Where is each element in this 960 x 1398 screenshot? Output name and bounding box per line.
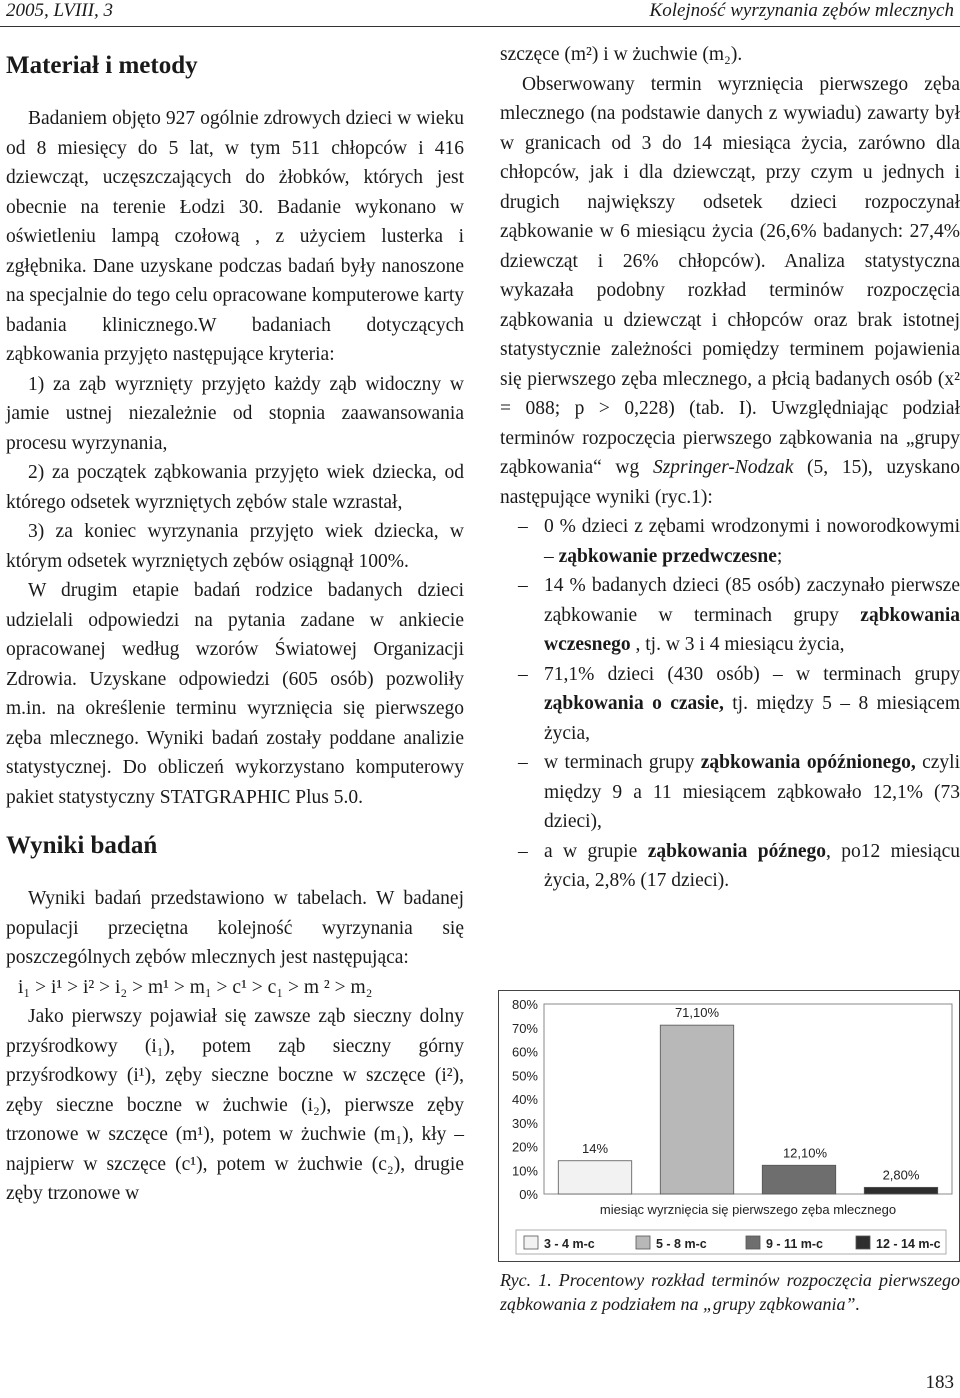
bar xyxy=(660,1025,733,1194)
data-label: 2,80% xyxy=(882,1167,920,1183)
paragraph-text: Obserwowany termin wyrznięcia pierwszego zęba mlecznego (na podstawie danych z wywiadu) zawarty był w granicach od 3 do 14 miesiąca życia, zarówno dla chłopców, jak i dla dziewcząt, przy czym u jednych i drugich największy odsetek dzieci rozpoczynał ząbkowanie w 6 miesiącu życia (26,6% badanych: 27,4% dziewcząt i 26% chłopców). Analiza statystyczna wykazała podobny rozkład terminów rozpoczęcia ząbkowania u dziewcząt i chłopców oraz brak istotnej statystycznie zależności pomiędzy terminem pojawienia się pierwszego zęba mlecznego, a płcią badanych osób (x² = 088; p > 0,228) (tab. I). Uwzględniając podział terminów rozpoczęcia pierwszego ząbkowania na „grupy ząbkowania“ wg xyxy=(500,73,960,478)
paragraph: W drugim etapie badań rodzice badanych dzieci udzielali odpowiedzi na pytania zadane w ankiecie opracowanej według wzorów Światowej Organizacji Zdrowia. Uzyskane odpowiedzi (605 osób) pozwoliły m.in. na określenie terminu wyrznięcia się pierwszego zęba mlecznego. Wyniki badań zostały poddane analizie statystycznej. Do obliczeń wykorzystano komputerowy pakiet statystyczny STATGRAPHIC Plus 5.0. xyxy=(6,580,464,808)
data-label: 14% xyxy=(581,1140,609,1156)
legend-swatch xyxy=(636,1236,650,1249)
list-item: – w terminach grupy ząbkowania opóźnionego, czyli między 9 a 11 miesiącem ząbkowało 12,1% (73 dzieci), xyxy=(518,752,960,832)
y-tick-label: 80% xyxy=(511,997,538,1012)
y-tick-label: 60% xyxy=(511,1044,538,1060)
paragraph: Jako pierwszy pojawiał się zawsze ząb sieczny dolny przyśrodkowy (i₁), potem ząb sieczny górny przyśrodkowy (i¹), zęby sieczne boczne w szczęce (i²), zęby sieczne boczne w żuchwie (i₂), pierwsze zęby trzonowe w szczęce (m¹), potem w żuchwie (m₁), kły – najpierw w szczęce (c¹), potem w żuchwie (c₂), drugie zęby trzonowe w xyxy=(6,1006,464,1204)
paragraph: szczęce (m²) i w żuchwie (m₂). xyxy=(500,44,743,65)
figure-chart xyxy=(498,990,960,1262)
list-item: – 71,1% dzieci (430 osób) – w terminach grupy ząbkowania o czasie, tj. między 5 – 8 miesiącem życia, xyxy=(518,663,960,744)
legend-swatch xyxy=(856,1236,870,1249)
page-header xyxy=(0,0,960,26)
page-number: 183 xyxy=(925,1372,954,1393)
eruption-order-formula: i₁ > i¹ > i² > i₂ > m¹ > m₁ > c¹ > c₁ > m ² > m₂ xyxy=(18,976,373,998)
legend-swatch xyxy=(746,1236,760,1249)
section-title-methods: Materiał i metody xyxy=(6,52,198,79)
list-item: – 14 % badanych dzieci (85 osób) zaczynało pierwsze ząbkowanie w terminach grupy ząbkowania wczesnego , tj. w 3 i 4 miesiącu życia, xyxy=(518,575,960,655)
legend-label: 5 - 8 m-c xyxy=(656,1237,707,1251)
y-tick-label: 30% xyxy=(511,1115,538,1131)
results-list xyxy=(500,512,960,896)
journal-issue: 2005, LVIII, 3 xyxy=(6,0,113,21)
paragraph: Wyniki badań przedstawiono w tabelach. W badanej populacji przeciętna kolejność wyrzynania się poszczególnych zębów mlecznych jest następująca: xyxy=(6,888,464,968)
bar-chart xyxy=(498,990,960,1262)
legend-label: 3 - 4 m-c xyxy=(544,1237,595,1251)
header-rule xyxy=(0,26,960,27)
data-label: 71,10% xyxy=(674,1005,720,1021)
y-tick-label: 20% xyxy=(511,1139,538,1155)
legend-swatch xyxy=(524,1236,538,1249)
legend-label: 9 - 11 m-c xyxy=(766,1237,823,1251)
author-name: Szpringer-Nodzak xyxy=(652,457,794,478)
y-tick-label: 50% xyxy=(511,1068,538,1084)
bar xyxy=(558,1161,631,1194)
y-tick-label: 40% xyxy=(511,1092,538,1107)
paragraph xyxy=(500,70,960,513)
data-label: 12,10% xyxy=(782,1145,828,1161)
y-tick-label: 10% xyxy=(511,1163,538,1179)
left-column xyxy=(6,40,464,1209)
y-tick-label: 0% xyxy=(519,1187,538,1202)
bar xyxy=(864,1187,937,1194)
paragraph: 2) za początek ząbkowania przyjęto wiek dziecka, od którego odsetek wyrzniętych zębów stale wzrastał, xyxy=(6,462,464,513)
right-column xyxy=(500,40,960,896)
paragraph-text: (5, 15), uzyskano następujące wyniki (ryc.1): xyxy=(500,457,960,508)
list-item: – 0 % dzieci z zębami wrodzonymi i noworodkowymi – ząbkowanie przedwczesne; xyxy=(518,516,960,567)
figure-caption: Ryc. 1. Procentowy rozkład terminów rozpoczęcia pierwszego ząbkowania z podziałem na „grupy ząbkowania”. xyxy=(500,1270,960,1314)
section-title-results: Wyniki badań xyxy=(6,832,158,859)
paragraph: Badaniem objęto 927 ogólnie zdrowych dzieci w wieku od 8 miesięcy do 5 lat, w tym 511 chłopców i 416 dziewcząt, uczęszczających do żłobków, których jest obecnie na terenie Łodzi 30. Badanie wykonano w oświetleniu lampą czołową , z użyciem lusterka i zgłębnika. Dane uzyskane podczas badań były nanoszone na specjalnie do tego celu opracowane komputerowe karty badania klinicznego.W badaniach dotyczących ząbkowania przyjęto następujące kryteria: xyxy=(6,108,464,365)
paragraph: 1) za ząb wyrznięty przyjęto każdy ząb widoczny w jamie ustnej niezależnie od stopnia zaawansowania procesu wyrzynania, xyxy=(6,373,464,454)
x-axis-label: miesiąc wyrznięcia się pierwszego zęba mlecznego xyxy=(599,1202,897,1217)
bar xyxy=(762,1165,835,1194)
list-item: – a w grupie ząbkowania późnego, po12 miesiącu życia, 2,8% (17 dzieci). xyxy=(518,840,960,891)
legend-label: 12 - 14 m-c xyxy=(876,1237,941,1251)
running-title: Kolejność wyrzynania zębów mlecznych xyxy=(649,0,954,21)
paragraph: 3) za koniec wyrzynania przyjęto wiek dziecka, w którym odsetek wyrzniętych zębów osiągnął 100%. xyxy=(6,521,464,572)
y-tick-label: 70% xyxy=(511,1020,538,1036)
